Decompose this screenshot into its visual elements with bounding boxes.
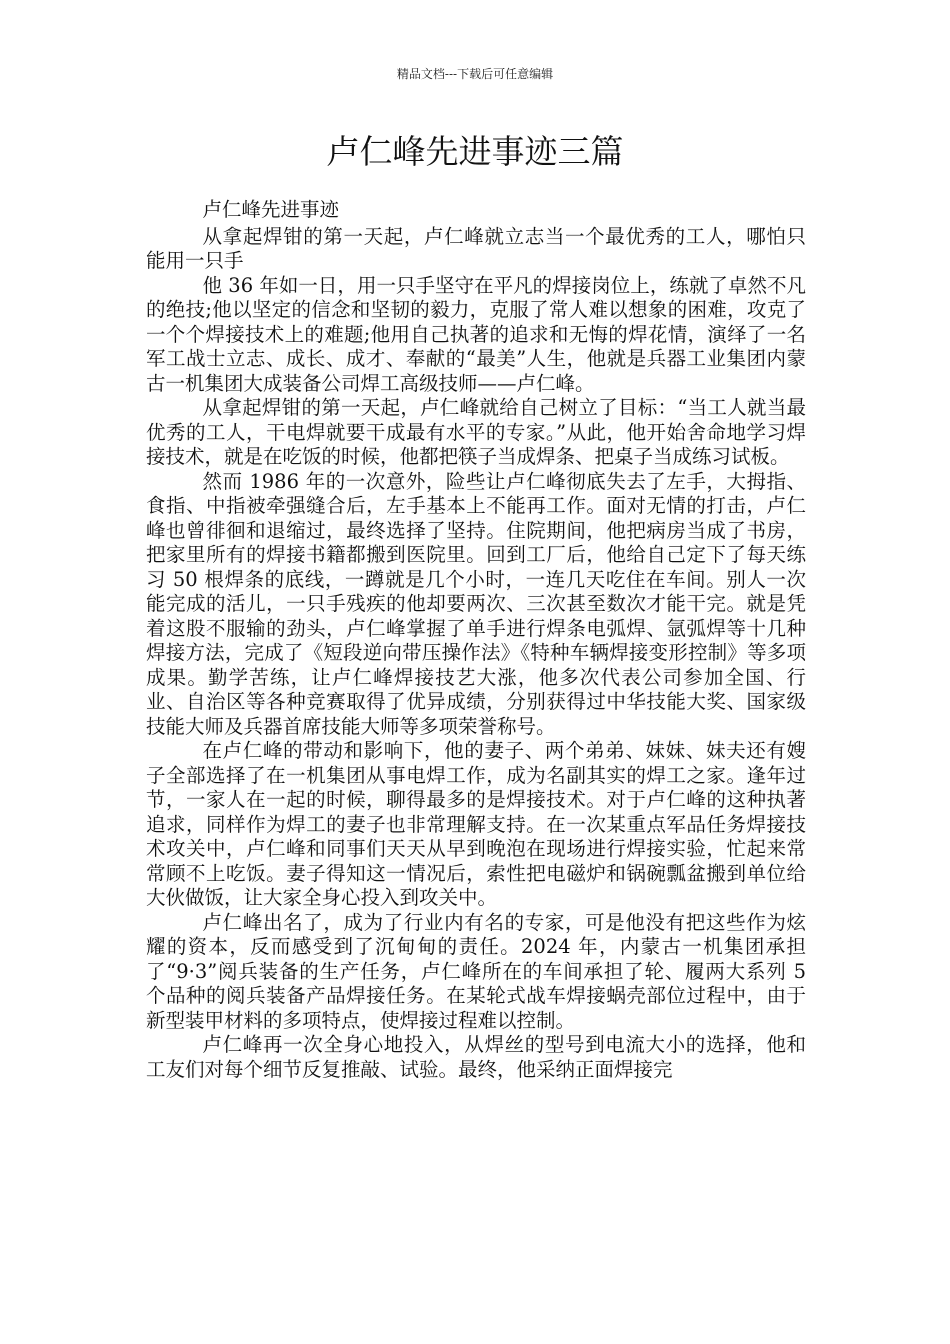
document-body	[146, 198, 806, 1082]
paragraph-2: 他 36 年如一日，用一只手坚守在平凡的焊接岗位上，练就了卓然不凡的绝技;他以坚定的信念和坚韧的毅力，克服了常人难以想象的困难，攻克了一个个焊接技术上的难题;他用自己执著的追求和无悔的焊花情，演绎了一名军工战士立志、成长、成才、奉献的“最美”人生，他就是兵器工业集团内蒙古一机集团大成装备公司焊工高级技师——卢仁峰。	[146, 273, 806, 395]
paragraph-1: 从拿起焊钳的第一天起，卢仁峰就立志当一个最优秀的工人，哪怕只能用一只手	[146, 224, 806, 272]
paragraph-5: 在卢仁峰的带动和影响下，他的妻子、两个弟弟、妹妹、妹夫还有嫂子全部选择了在一机集团从事电焊工作，成为名副其实的焊工之家。逢年过节，一家人在一起的时候，聊得最多的是焊接技术。对于卢仁峰的这种执著追求，同样作为焊工的妻子也非常理解支持。在一次某重点军品任务焊接技术攻关中，卢仁峰和同事们天天从早到晚泡在现场进行焊接实验，忙起来常常顾不上吃饭。妻子得知这一情况后，索性把电磁炉和锅碗瓢盆搬到单位给大伙做饭，让大家全身心投入到攻关中。	[146, 739, 806, 909]
section-subheading: 卢仁峰先进事迹	[202, 198, 340, 221]
document-title: 卢仁峰先进事迹三篇	[326, 132, 624, 171]
paragraph-4: 然而 1986 年的一次意外，险些让卢仁峰彻底失去了左手，大拇指、食指、中指被牵强缝合后，左手基本上不能再工作。面对无情的打击，卢仁峰也曾徘徊和退缩过，最终选择了坚持。住院期间，他把病房当成了书房，把家里所有的焊接书籍都搬到医院里。回到工厂后，他给自己定下了每天练习 50 根焊条的底线，一蹲就是几个小时，一连几天吃住在车间。别人一次能完成的活儿，一只手残疾的他却要两次、三次甚至数次才能干完。就是凭着这股不服输的劲头，卢仁峰掌握了单手进行焊条电弧焊、氩弧焊等十几种焊接方法，完成了《短段逆向带压操作法》《特种车辆焊接变形控制》等多项成果。勤学苦练，让卢仁峰焊接技艺大涨，他多次代表公司参加全国、行业、自治区等各种竞赛取得了优异成绩，分别获得过中华技能大奖、国家级技能大师及兵器首席技能大师等多项荣誉称号。	[146, 469, 806, 738]
paragraph-6: 卢仁峰出名了，成为了行业内有名的专家，可是他没有把这些作为炫耀的资本，反而感受到了沉甸甸的责任。2024 年，内蒙古一机集团承担了“9·3”阅兵装备的生产任务，卢仁峰所在的车间承担了轮、履两大系列 5 个品种的阅兵装备产品焊接任务。在某轮式战车焊接蜗壳部位过程中，由于新型装甲材料的多项特点，使焊接过程难以控制。	[146, 910, 806, 1032]
paragraph-7: 卢仁峰再一次全身心地投入，从焊丝的型号到电流大小的选择，他和工友们对每个细节反复推敲、试验。最终，他采纳正面焊接完	[146, 1033, 806, 1081]
paragraph-3: 从拿起焊钳的第一天起，卢仁峰就给自己树立了目标：“当工人就当最优秀的工人，干电焊就要干成最有水平的专家。”从此，他开始舍命地学习焊接技术，就是在吃饭的时候，他都把筷子当成焊条、把桌子当成练习试板。	[146, 396, 806, 468]
header-note: 精品文档---下载后可任意编辑	[396, 67, 554, 81]
